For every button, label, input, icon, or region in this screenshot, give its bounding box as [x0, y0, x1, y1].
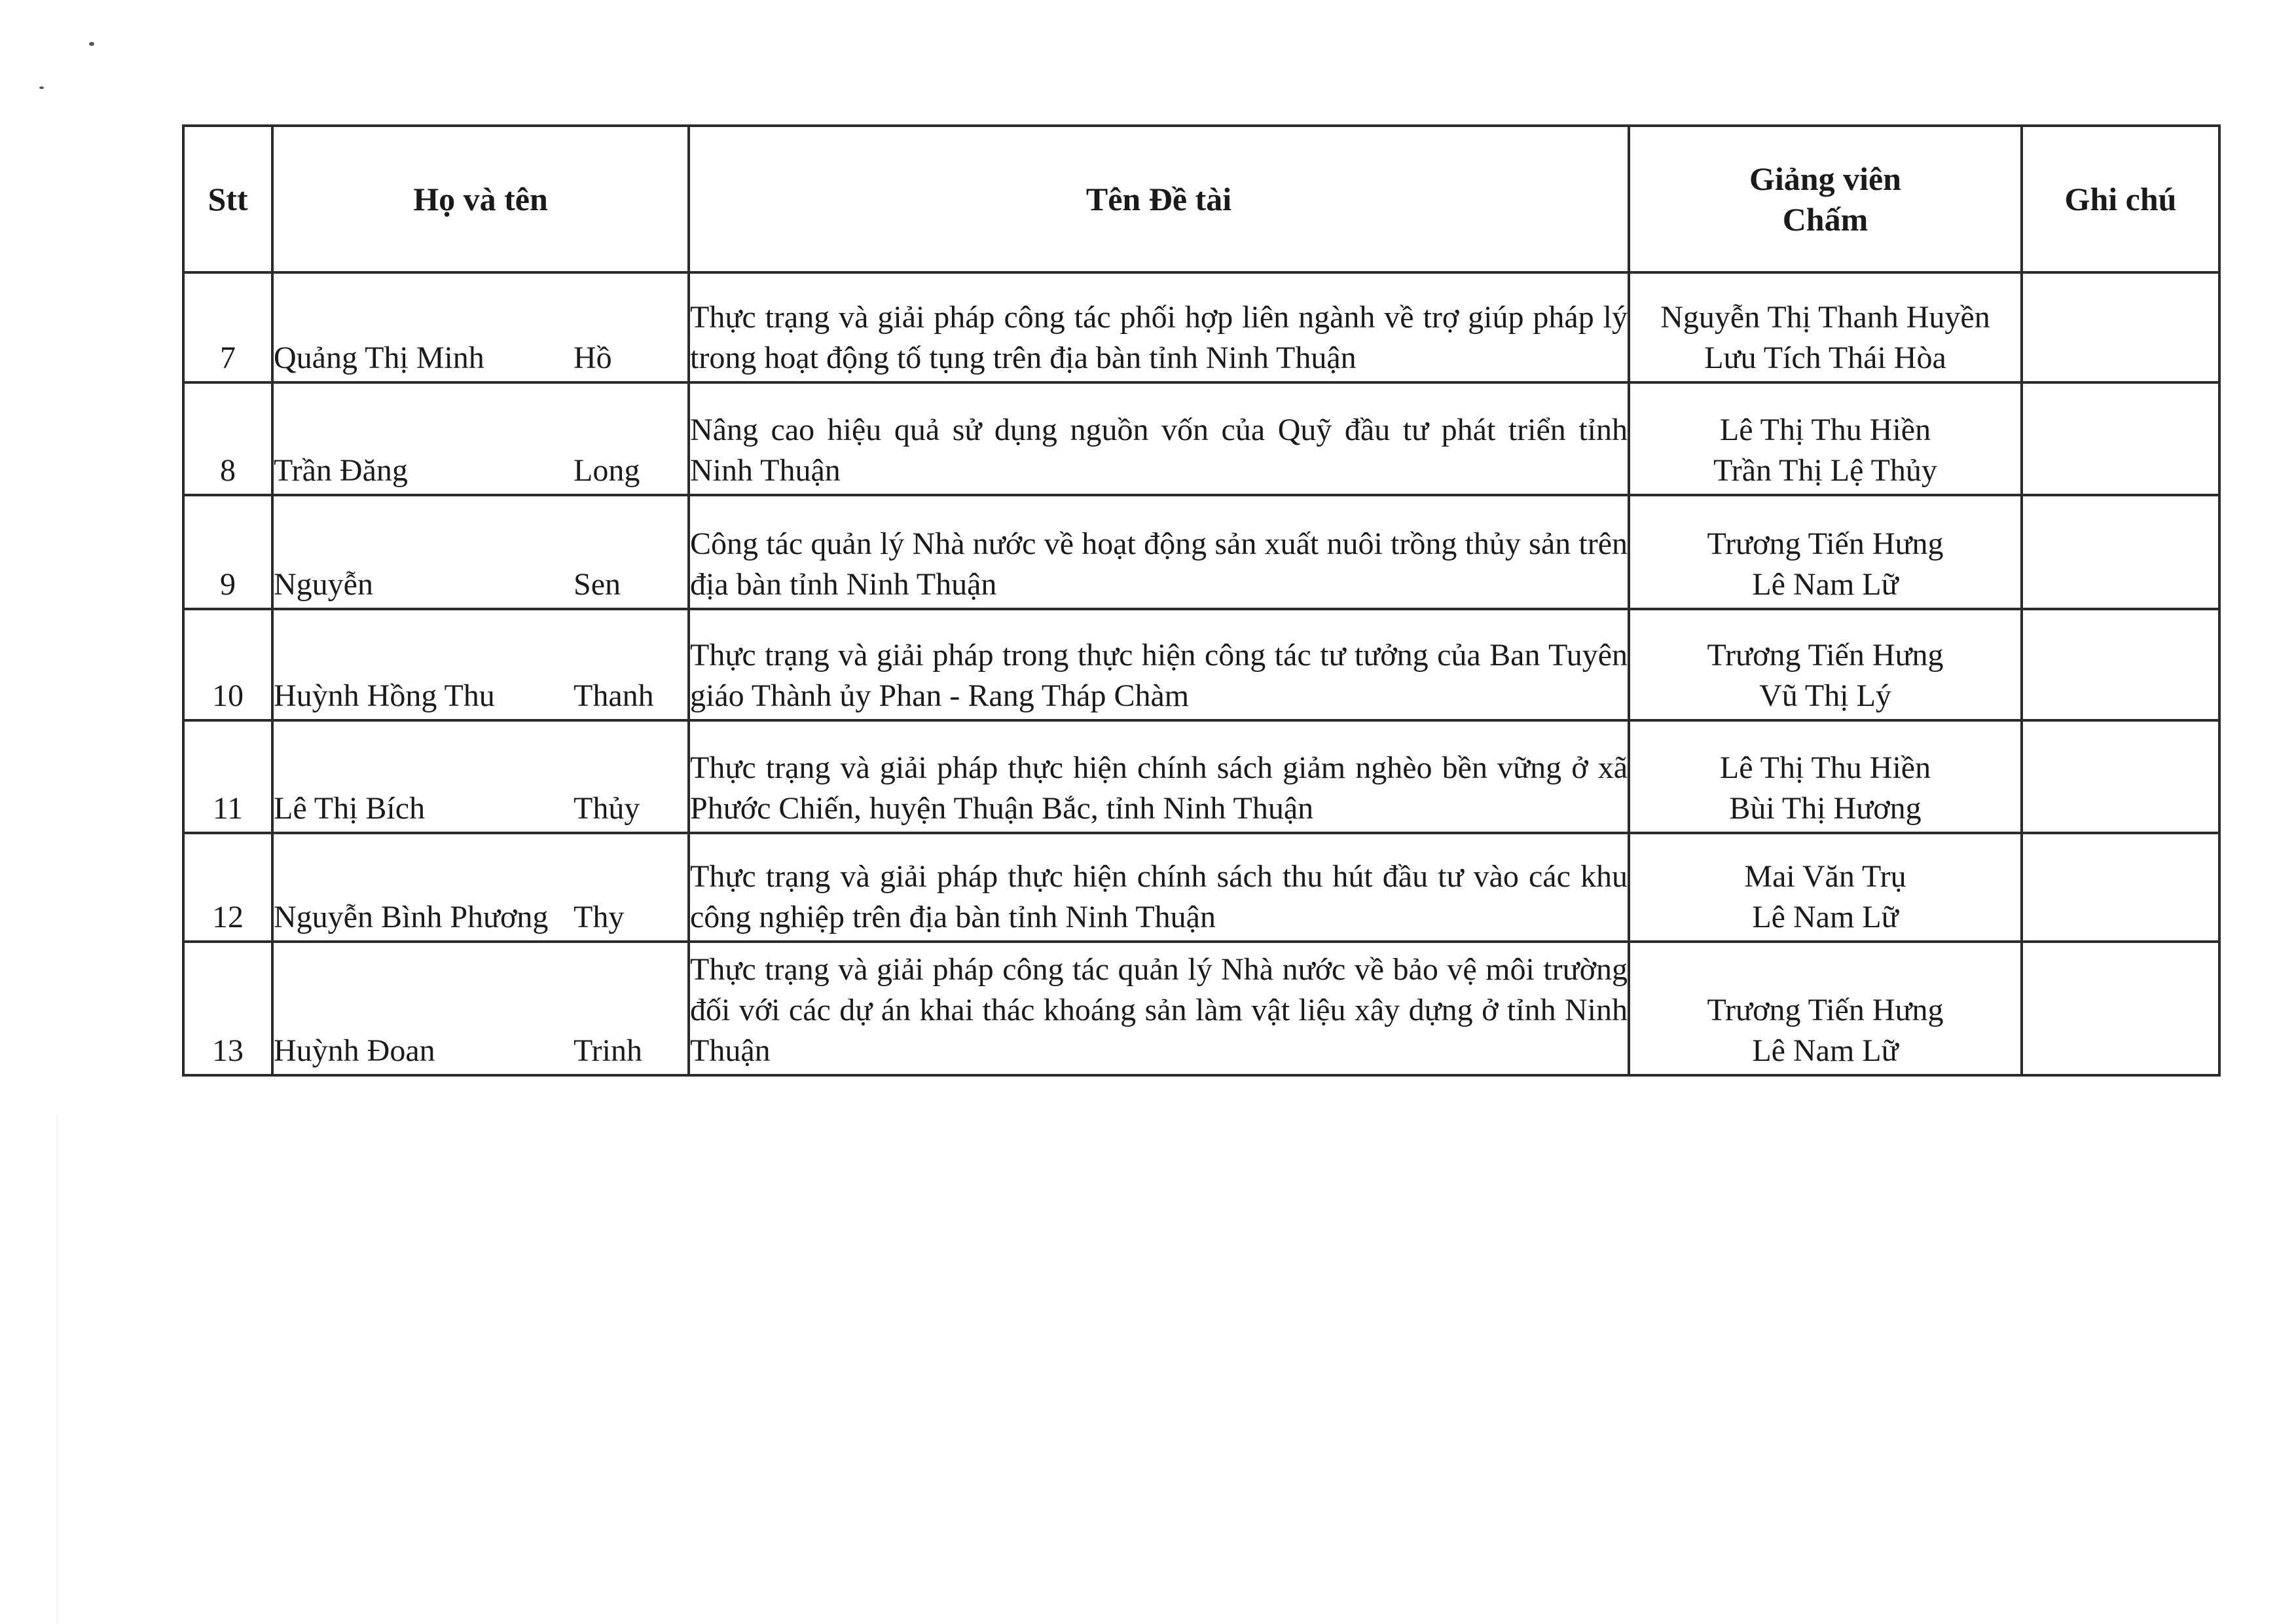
note-cell: [2022, 272, 2219, 382]
given-name: Sen: [574, 567, 621, 602]
note-cell: [2022, 833, 2219, 942]
grader-cell: [1629, 720, 2022, 833]
given-name: Hồ: [574, 341, 612, 375]
header-grader-line1: Giảng viên: [1749, 160, 1901, 197]
name-cell: [272, 609, 689, 720]
topic-cell: Thực trạng và giải pháp thực hiện chính sách thu hút đầu tư vào các khu công nghiệp trên địa bàn tỉnh Ninh Thuận: [689, 833, 1629, 942]
grader-2: Lê Nam Lữ: [1752, 900, 1899, 934]
topic-cell: Thực trạng và giải pháp công tác phối hợp liên ngành về trợ giúp pháp lý trong hoạt động tố tụng trên địa bàn tỉnh Ninh Thuận: [689, 272, 1629, 382]
given-name: Thy: [574, 900, 625, 934]
grader-1: Trương Tiến Hưng: [1707, 638, 1944, 673]
scan-speck: [39, 86, 44, 89]
note-cell: [2022, 720, 2219, 833]
topic-cell: Thực trạng và giải pháp công tác quản lý Nhà nước về bảo vệ môi trường đối với các dự án khai thác khoáng sản làm vật liệu xây dựng ở tỉnh Ninh Thuận: [689, 942, 1629, 1075]
grader-1: Lê Thị Thu Hiền: [1719, 413, 1931, 447]
name-cell: [272, 833, 689, 942]
stt-cell: 9: [183, 495, 272, 609]
grader-1: Trương Tiến Hưng: [1707, 526, 1944, 561]
grader-1: Lê Thị Thu Hiền: [1719, 750, 1931, 785]
name-cell: [272, 942, 689, 1075]
grader-2: Bùi Thị Hương: [1729, 791, 1922, 826]
name-cell: [272, 272, 689, 382]
table-row: [183, 720, 2219, 833]
header-grader-line2: Chấm: [1782, 201, 1868, 238]
scan-edge-shadow: [56, 1113, 59, 1624]
stt-cell: 10: [183, 609, 272, 720]
surname: Lê Thị Bích: [274, 791, 426, 826]
note-cell: [2022, 382, 2219, 495]
grader-2: Lê Nam Lữ: [1752, 567, 1899, 602]
header-topic: Tên Đề tài: [689, 126, 1629, 272]
note-cell: [2022, 942, 2219, 1075]
surname: Huỳnh Đoan: [274, 1033, 435, 1068]
name-cell: [272, 720, 689, 833]
table-row: [183, 272, 2219, 382]
grader-cell: [1629, 833, 2022, 942]
surname: Nguyễn: [274, 567, 373, 602]
note-cell: [2022, 609, 2219, 720]
given-name: Long: [574, 453, 640, 488]
topic-cell: Thực trạng và giải pháp trong thực hiện công tác tư tưởng của Ban Tuyên giáo Thành ủy Phan - Rang Tháp Chàm: [689, 609, 1629, 720]
table-row: [183, 382, 2219, 495]
scan-speck: [89, 42, 94, 46]
name-cell: [272, 382, 689, 495]
header-note: Ghi chú: [2022, 126, 2219, 272]
grader-cell: [1629, 382, 2022, 495]
surname: Nguyễn Bình Phương: [274, 900, 549, 934]
surname: Quảng Thị Minh: [274, 341, 484, 375]
surname: Huỳnh Hồng Thu: [274, 678, 495, 713]
header-grader: [1629, 126, 2022, 272]
grader-cell: [1629, 272, 2022, 382]
topic-cell: Thực trạng và giải pháp thực hiện chính sách giảm nghèo bền vững ở xã Phước Chiến, huyện Thuận Bắc, tỉnh Ninh Thuận: [689, 720, 1629, 833]
header-row: [183, 126, 2219, 272]
topic-cell: Nâng cao hiệu quả sử dụng nguồn vốn của Quỹ đầu tư phát triển tỉnh Ninh Thuận: [689, 382, 1629, 495]
given-name: Trinh: [574, 1033, 642, 1068]
grader-cell: [1629, 495, 2022, 609]
grading-table: [182, 124, 2221, 1077]
given-name: Thủy: [574, 791, 640, 826]
stt-cell: 13: [183, 942, 272, 1075]
grader-cell: [1629, 609, 2022, 720]
grader-cell: [1629, 942, 2022, 1075]
grader-2: Lưu Tích Thái Hòa: [1704, 341, 1946, 375]
surname: Trần Đăng: [274, 453, 408, 488]
note-cell: [2022, 495, 2219, 609]
header-stt: Stt: [183, 126, 272, 272]
grader-1: Mai Văn Trụ: [1744, 859, 1906, 894]
table-row: [183, 942, 2219, 1075]
grader-2: Lê Nam Lữ: [1752, 1033, 1899, 1068]
table-row: [183, 833, 2219, 942]
stt-cell: 8: [183, 382, 272, 495]
stt-cell: 11: [183, 720, 272, 833]
grader-2: Vũ Thị Lý: [1759, 678, 1891, 713]
grader-1: Trương Tiến Hưng: [1707, 993, 1944, 1027]
table-row: [183, 495, 2219, 609]
stt-cell: 7: [183, 272, 272, 382]
table-row: [183, 609, 2219, 720]
given-name: Thanh: [574, 678, 654, 713]
topic-cell: Công tác quản lý Nhà nước về hoạt động sản xuất nuôi trồng thủy sản trên địa bàn tỉnh Ninh Thuận: [689, 495, 1629, 609]
header-name: Họ và tên: [272, 126, 689, 272]
grader-1: Nguyễn Thị Thanh Huyền: [1660, 300, 1990, 335]
stt-cell: 12: [183, 833, 272, 942]
grader-2: Trần Thị Lệ Thủy: [1713, 453, 1937, 488]
name-cell: [272, 495, 689, 609]
